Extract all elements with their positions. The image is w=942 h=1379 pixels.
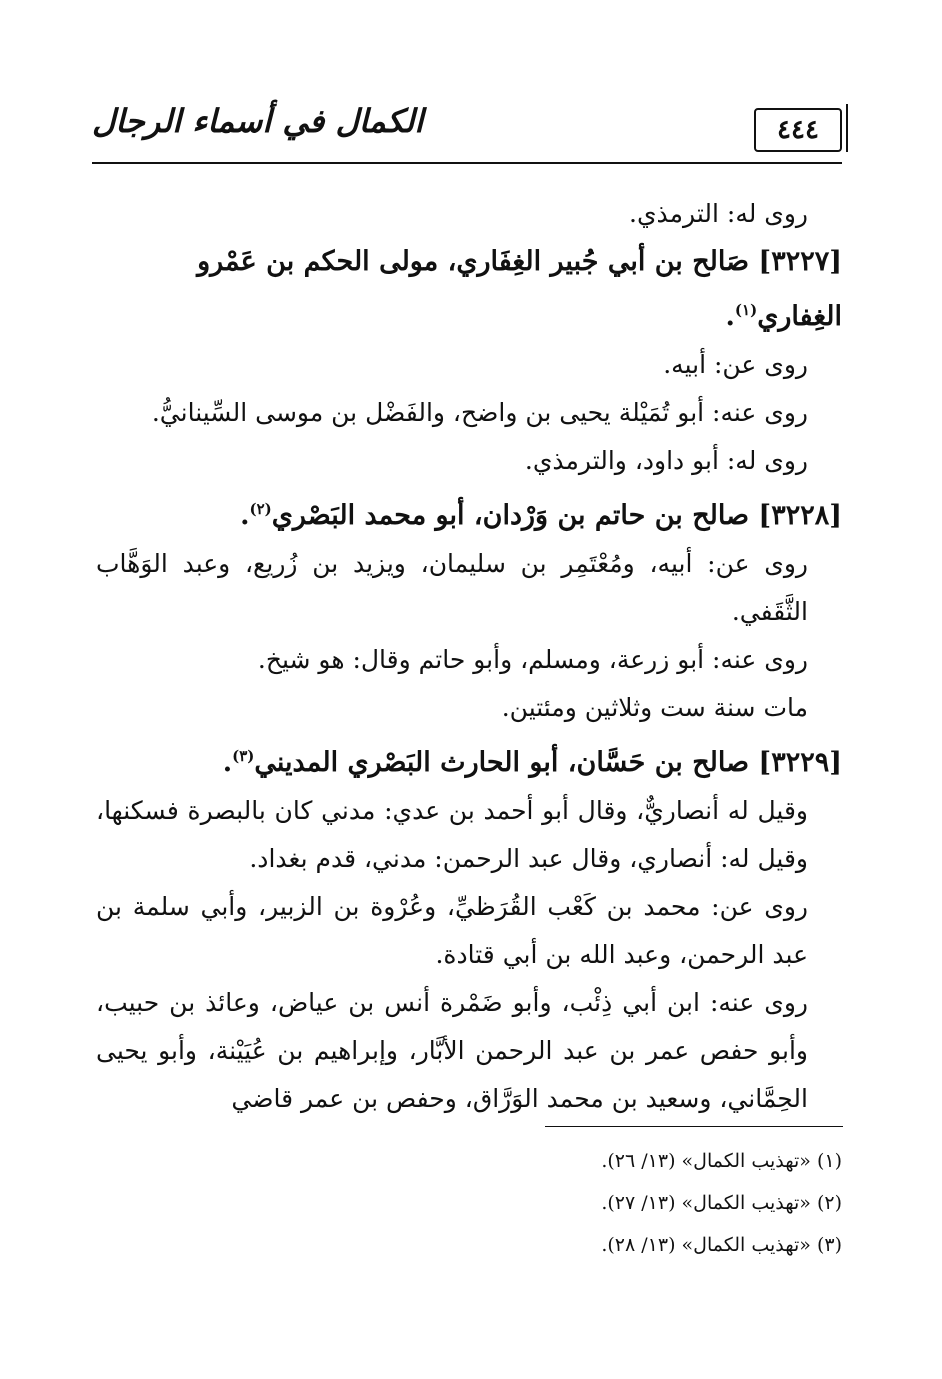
footnote-1: (١) «تهذيب الكمال» (١٣/ ٢٦). — [601, 1150, 842, 1172]
page-body — [96, 190, 842, 1123]
footnote-3: (٣) «تهذيب الكمال» (١٣/ ٢٨). — [601, 1234, 842, 1256]
entry-number: [٣٢٢٧] — [758, 246, 842, 277]
paragraph: روى عن: أبيه، ومُعْتَمِر بن سليمان، ويزيد بن زُريع، وعبد الوَهَّاب الثَّقَفي. — [96, 549, 808, 626]
entry-heading-3229: [٣٢٢٩] صالح بن حَسَّان، أبو الحارث البَصْري المديني$^{(٣)}$. — [222, 747, 842, 778]
entry-number: [٣٢٢٨] — [758, 500, 842, 531]
paragraph: وقيل له أنصاريٌّ، وقال أبو أحمد بن عدي: مدني كان بالبصرة فسكنها، وقيل له: أنصاري، وقال عبد الرحمن: مدني، قدم بغداد. — [96, 796, 808, 873]
paragraph: روى عنه: أبو تُمَيْلة يحيى بن واضح، والفَضْل بن موسى السِّينانيُّ. — [151, 398, 808, 427]
entry-name: صَالح بن أبي جُبير الغِفَاري، مولى الحكم بن عَمْرو الغِفاري — [197, 246, 842, 332]
entry-number: [٣٢٢٩] — [758, 747, 842, 778]
paragraph: مات سنة ست وثلاثين ومئتين. — [501, 693, 808, 722]
footnote-ref: (٣) — [232, 747, 255, 765]
paragraph: روى له: الترمذي. — [629, 199, 808, 228]
paragraph: روى عن: أبيه. — [663, 350, 808, 379]
book-title: الكمال في أسماء الرجال — [92, 102, 424, 140]
paragraph: روى عن: محمد بن كَعْب القُرَظيِّ، وعُرْوة بن الزبير، وأبي سلمة بن عبد الرحمن، وعبد الله بن أبي قتادة. — [96, 892, 808, 969]
footnote-2: (٢) «تهذيب الكمال» (١٣/ ٢٧). — [601, 1192, 842, 1214]
paragraph: روى عنه: أبو زرعة، ومسلم، وأبو حاتم وقال: هو شيخ. — [257, 645, 808, 674]
footnote-ref: (١) — [734, 301, 758, 319]
entry-heading-3228: [٣٢٢٨] صالح بن حاتم بن وَرْدان، أبو محمد البَصْري$^{(٢)}$. — [240, 500, 842, 531]
entry-name: صالح بن حاتم بن وَرْدان، أبو محمد البَصْري — [271, 500, 750, 531]
footnotes — [601, 1140, 842, 1266]
entry-name: صالح بن حَسَّان، أبو الحارث البَصْري المديني — [254, 747, 750, 778]
page-header — [92, 92, 842, 164]
page-number: ٤٤٤ — [754, 108, 842, 152]
header-rule — [92, 162, 842, 164]
paragraph: روى له: أبو داود، والترمذي. — [524, 446, 808, 475]
paragraph: روى عنه: ابن أبي ذِئْب، وأبو ضَمْرة أنس بن عياض، وعائذ بن حبيب، وأبو حفص عمر بن عبد الرحمن الأبَّار، وإبراهيم بن عُيَيْنة، وأبو يحيى الحِمَّاني، وسعيد بن محمد الوَرَّاق، وحفص بن عمر قاضي — [96, 988, 808, 1113]
footnote-rule — [545, 1126, 843, 1127]
footnote-ref: (٢) — [249, 500, 272, 518]
entry-heading-3227: [٣٢٢٧] صَالح بن أبي جُبير الغِفَاري، مولى الحكم بن عَمْرو الغِفاري$^{(١)}$. — [197, 246, 842, 332]
